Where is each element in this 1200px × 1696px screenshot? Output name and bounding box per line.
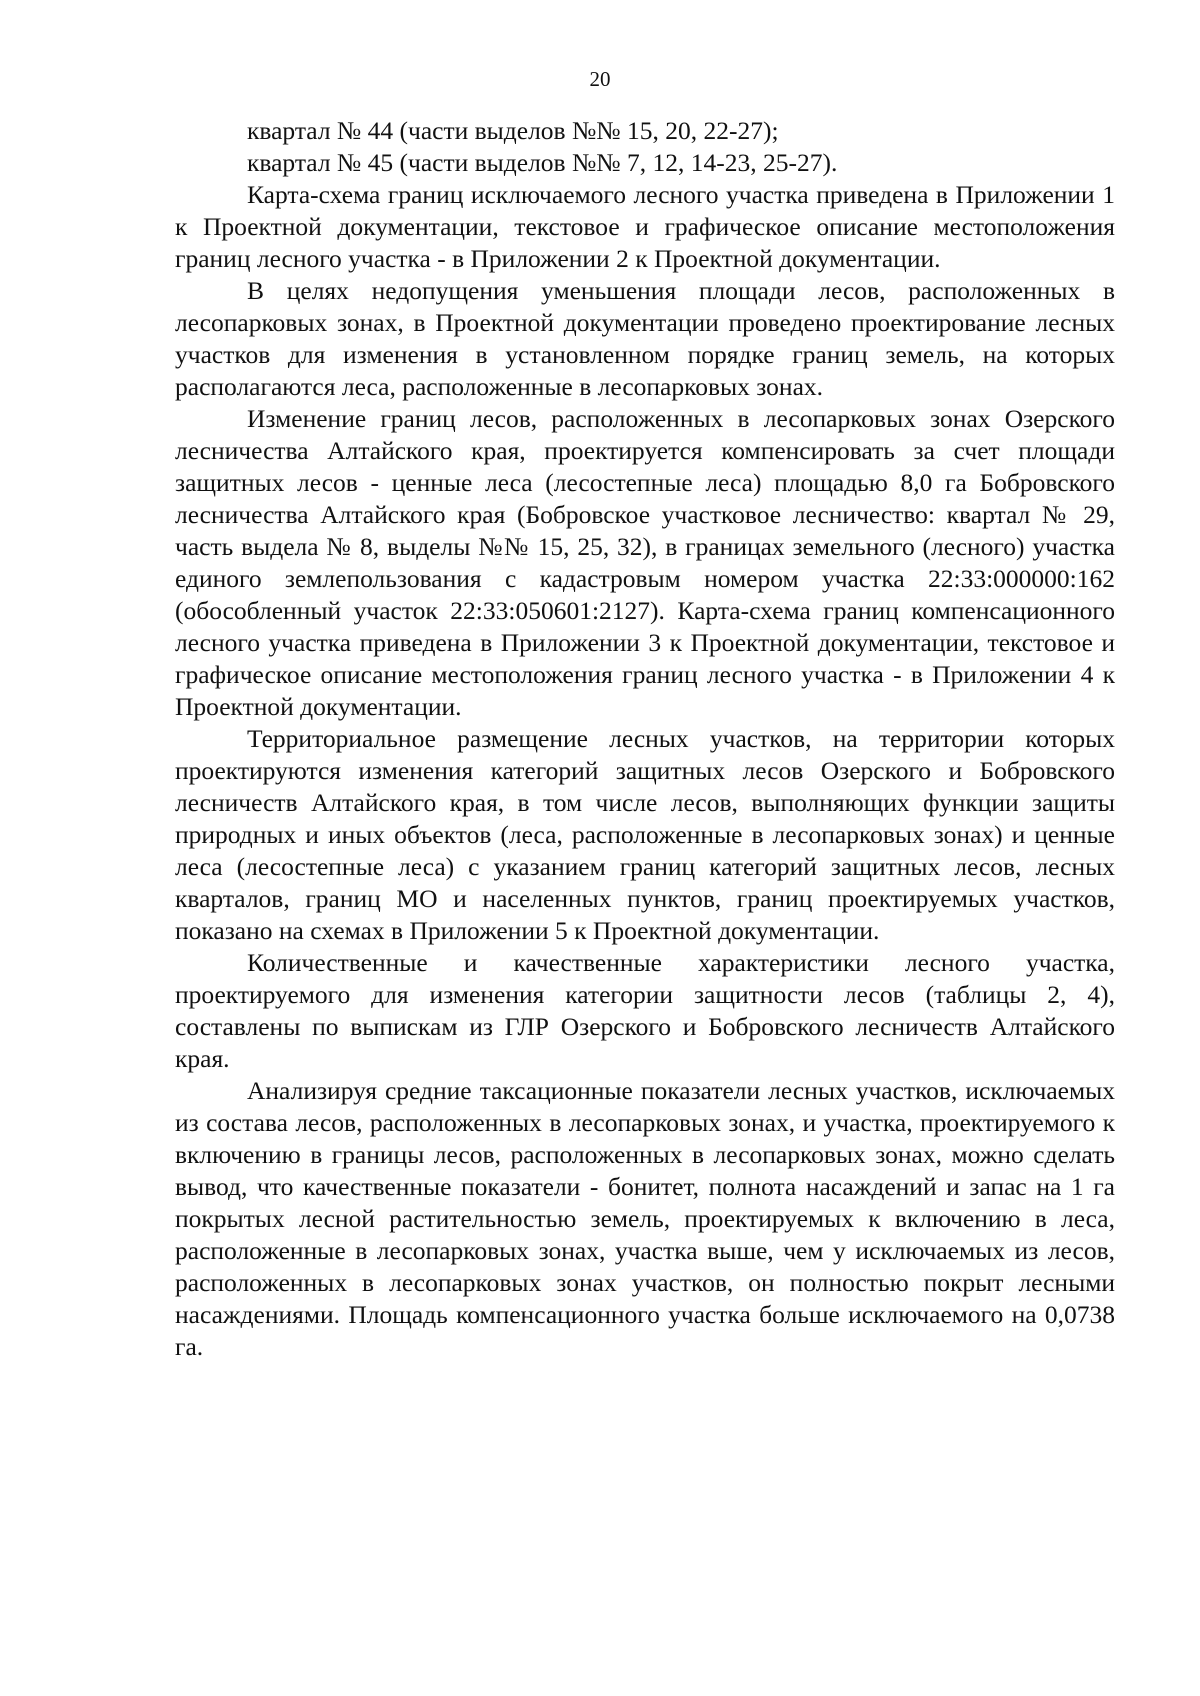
paragraph-area-preservation: В целях недопущения уменьшения площади лесов, расположенных в лесопарковых зонах, в Проектной документации проведено проектирование лесных участков для изменения в установленном порядке границ земель, на которых располагаются леса, расположенные в лесопарковых зонах. bbox=[175, 276, 1115, 401]
document-body bbox=[175, 115, 1115, 1363]
quarter-line-45: квартал № 45 (части выделов №№ 7, 12, 14-23, 25-27). bbox=[247, 148, 838, 177]
paragraph-map-scheme: Карта-схема границ исключаемого лесного участка приведена в Приложении 1 к Проектной документации, текстовое и графическое описание местоположения границ лесного участка - в Приложении 2 к Проектной документации. bbox=[175, 180, 1115, 273]
quarter-line-44: квартал № 44 (части выделов №№ 15, 20, 22-27); bbox=[247, 116, 779, 145]
paragraph-boundary-change: Изменение границ лесов, расположенных в лесопарковых зонах Озерского лесничества Алтайского края, проектируется компенсировать за счет площади защитных лесов - ценные леса (лесостепные леса) площадью 8,0 га Бобровского лесничества Алтайского края (Бобровское участковое лесничество: квартал № 29, часть выдела № 8, выделы №№ 15, 25, 32), в границах земельного (лесного) участка единого землепользования с кадастровым номером участка 22:33:000000:162 (обособленный участок 22:33:050601:2127). Карта-схема границ компенсационного лесного участка приведена в Приложении 3 к Проектной документации, текстовое и графическое описание местоположения границ лесного участка - в Приложении 4 к Проектной документации. bbox=[175, 404, 1115, 721]
page-number: 20 bbox=[589, 67, 611, 91]
paragraph-characteristics: Количественные и качественные характеристики лесного участка, проектируемого для изменения категории защитности лесов (таблицы 2, 4), составлены по выпискам из ГЛР Озерского и Бобровского лесничеств Алтайского края. bbox=[175, 948, 1115, 1073]
paragraph-territorial-placement: Территориальное размещение лесных участков, на территории которых проектируются изменения категорий защитных лесов Озерского и Бобровского лесничеств Алтайского края, в том числе лесов, выполняющих функции защиты природных и иных объектов (леса, расположенные в лесопарковых зонах) и ценные леса (лесостепные леса) с указанием границ категорий защитных лесов, лесных кварталов, границ МО и населенных пунктов, границ проектируемых участков, показано на схемах в Приложении 5 к Проектной документации. bbox=[175, 724, 1115, 945]
paragraph-analysis: Анализируя средние таксационные показатели лесных участков, исключаемых из состава лесов, расположенных в лесопарковых зонах, и участка, проектируемого к включению в границы лесов, расположенных в лесопарковых зонах, можно сделать вывод, что качественные показатели - бонитет, полнота насаждений и запас на 1 га покрытых лесной растительностью земель, проектируемых к включению в леса, расположенные в лесопарковых зонах, участка выше, чем у исключаемых из лесов, расположенных в лесопарковых зонах участков, он полностью покрыт лесными насаждениями. Площадь компенсационного участка больше исключаемого на 0,0738 га. bbox=[175, 1076, 1115, 1361]
